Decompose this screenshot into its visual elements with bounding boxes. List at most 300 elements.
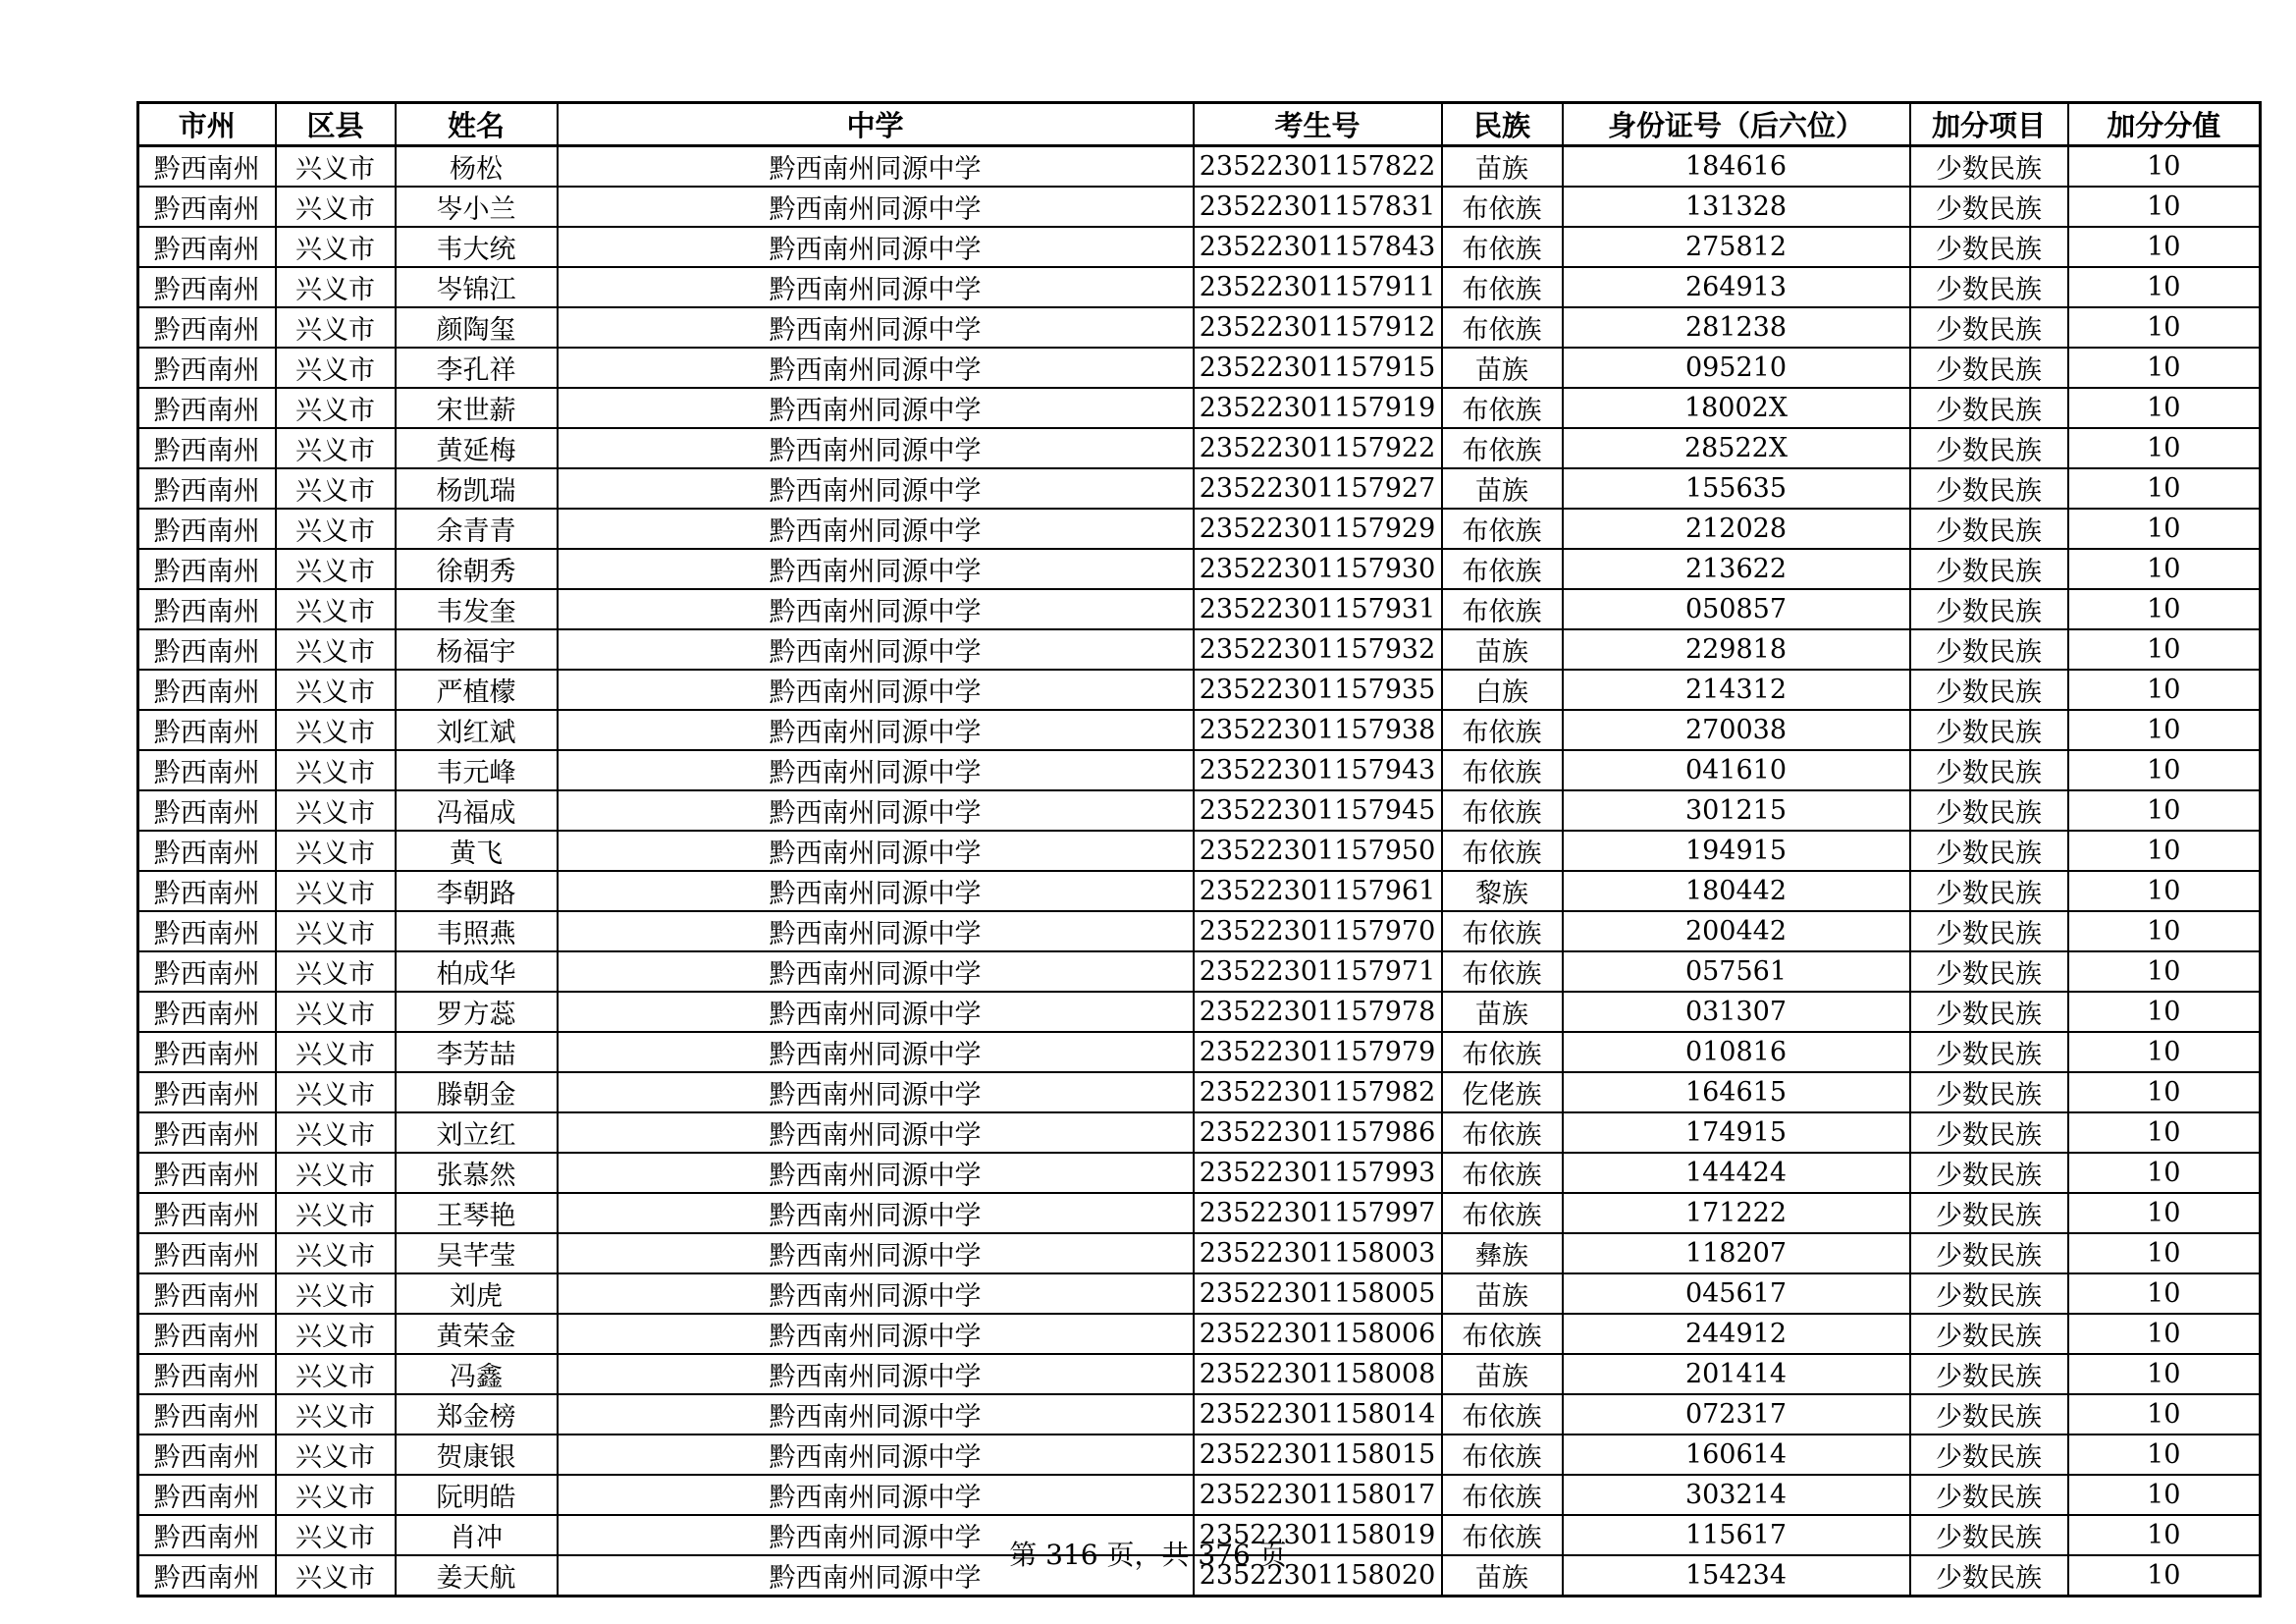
cell-id-last6: 155635 xyxy=(1563,468,1910,509)
header-name: 姓名 xyxy=(396,103,558,146)
cell-id-last6: 131328 xyxy=(1563,187,1910,227)
cell-bonus-points: 10 xyxy=(2068,670,2261,710)
cell-ethnicity: 布依族 xyxy=(1442,951,1563,992)
cell-name: 杨福宇 xyxy=(396,629,558,670)
cell-bonus-points: 10 xyxy=(2068,1032,2261,1072)
cell-name: 阮明皓 xyxy=(396,1475,558,1515)
cell-school: 黔西南州同源中学 xyxy=(558,1555,1194,1597)
table-row xyxy=(138,670,2261,710)
cell-ethnicity: 布依族 xyxy=(1442,589,1563,629)
header-id-last6: 身份证号（后六位） xyxy=(1563,103,1910,146)
cell-bonus-item: 少数民族 xyxy=(1910,589,2068,629)
cell-district: 兴义市 xyxy=(276,267,396,307)
cell-bonus-points: 10 xyxy=(2068,790,2261,831)
header-bonus-item: 加分项目 xyxy=(1910,103,2068,146)
cell-school: 黔西南州同源中学 xyxy=(558,1273,1194,1314)
cell-bonus-item: 少数民族 xyxy=(1910,1314,2068,1354)
cell-exam-id: 23522301158005 xyxy=(1194,1273,1442,1314)
cell-school: 黔西南州同源中学 xyxy=(558,1354,1194,1394)
cell-ethnicity: 白族 xyxy=(1442,670,1563,710)
cell-name: 严植檬 xyxy=(396,670,558,710)
cell-school: 黔西南州同源中学 xyxy=(558,1112,1194,1153)
cell-name: 张慕然 xyxy=(396,1153,558,1193)
cell-id-last6: 118207 xyxy=(1563,1233,1910,1273)
cell-id-last6: 28522X xyxy=(1563,428,1910,468)
cell-city: 黔西南州 xyxy=(138,187,276,227)
cell-name: 颜陶玺 xyxy=(396,307,558,348)
table-row xyxy=(138,790,2261,831)
table-row xyxy=(138,1435,2261,1475)
cell-name: 杨松 xyxy=(396,146,558,188)
cell-city: 黔西南州 xyxy=(138,549,276,589)
cell-bonus-points: 10 xyxy=(2068,549,2261,589)
cell-bonus-item: 少数民族 xyxy=(1910,146,2068,188)
cell-exam-id: 23522301157950 xyxy=(1194,831,1442,871)
cell-bonus-points: 10 xyxy=(2068,1354,2261,1394)
table-row xyxy=(138,710,2261,750)
cell-school: 黔西南州同源中学 xyxy=(558,790,1194,831)
cell-exam-id: 23522301158020 xyxy=(1194,1555,1442,1597)
cell-district: 兴义市 xyxy=(276,629,396,670)
cell-exam-id: 23522301157938 xyxy=(1194,710,1442,750)
cell-bonus-item: 少数民族 xyxy=(1910,468,2068,509)
cell-id-last6: 229818 xyxy=(1563,629,1910,670)
cell-district: 兴义市 xyxy=(276,1153,396,1193)
table-header-row xyxy=(138,103,2261,146)
cell-school: 黔西南州同源中学 xyxy=(558,267,1194,307)
cell-bonus-points: 10 xyxy=(2068,428,2261,468)
cell-name: 韦照燕 xyxy=(396,911,558,951)
cell-exam-id: 23522301158003 xyxy=(1194,1233,1442,1273)
cell-bonus-points: 10 xyxy=(2068,1112,2261,1153)
cell-bonus-points: 10 xyxy=(2068,509,2261,549)
cell-school: 黔西南州同源中学 xyxy=(558,670,1194,710)
cell-city: 黔西南州 xyxy=(138,227,276,267)
cell-name: 黄荣金 xyxy=(396,1314,558,1354)
cell-bonus-item: 少数民族 xyxy=(1910,509,2068,549)
cell-exam-id: 23522301157979 xyxy=(1194,1032,1442,1072)
table-row xyxy=(138,1273,2261,1314)
cell-exam-id: 23522301157945 xyxy=(1194,790,1442,831)
cell-bonus-points: 10 xyxy=(2068,468,2261,509)
cell-name: 刘虎 xyxy=(396,1273,558,1314)
cell-exam-id: 23522301158008 xyxy=(1194,1354,1442,1394)
cell-bonus-points: 10 xyxy=(2068,1314,2261,1354)
cell-school: 黔西南州同源中学 xyxy=(558,146,1194,188)
cell-name: 李朝路 xyxy=(396,871,558,911)
cell-school: 黔西南州同源中学 xyxy=(558,1394,1194,1435)
cell-bonus-item: 少数民族 xyxy=(1910,388,2068,428)
cell-district: 兴义市 xyxy=(276,992,396,1032)
cell-id-last6: 041610 xyxy=(1563,750,1910,790)
cell-id-last6: 213622 xyxy=(1563,549,1910,589)
cell-city: 黔西南州 xyxy=(138,951,276,992)
cell-bonus-item: 少数民族 xyxy=(1910,1555,2068,1597)
cell-name: 刘立红 xyxy=(396,1112,558,1153)
cell-name: 姜天航 xyxy=(396,1555,558,1597)
cell-exam-id: 23522301157919 xyxy=(1194,388,1442,428)
cell-id-last6: 275812 xyxy=(1563,227,1910,267)
header-bonus-points: 加分分值 xyxy=(2068,103,2261,146)
cell-ethnicity: 布依族 xyxy=(1442,1112,1563,1153)
table-row xyxy=(138,629,2261,670)
table-row xyxy=(138,267,2261,307)
cell-bonus-points: 10 xyxy=(2068,307,2261,348)
cell-bonus-item: 少数民族 xyxy=(1910,670,2068,710)
cell-ethnicity: 布依族 xyxy=(1442,267,1563,307)
cell-city: 黔西南州 xyxy=(138,1072,276,1112)
cell-id-last6: 194915 xyxy=(1563,831,1910,871)
cell-ethnicity: 布依族 xyxy=(1442,428,1563,468)
cell-id-last6: 244912 xyxy=(1563,1314,1910,1354)
cell-school: 黔西南州同源中学 xyxy=(558,227,1194,267)
header-district: 区县 xyxy=(276,103,396,146)
cell-school: 黔西南州同源中学 xyxy=(558,1153,1194,1193)
cell-exam-id: 23522301157931 xyxy=(1194,589,1442,629)
cell-exam-id: 23522301157930 xyxy=(1194,549,1442,589)
table-row xyxy=(138,911,2261,951)
cell-name: 黄延梅 xyxy=(396,428,558,468)
cell-district: 兴义市 xyxy=(276,468,396,509)
cell-ethnicity: 布依族 xyxy=(1442,790,1563,831)
cell-bonus-item: 少数民族 xyxy=(1910,1233,2068,1273)
cell-exam-id: 23522301157970 xyxy=(1194,911,1442,951)
cell-ethnicity: 苗族 xyxy=(1442,629,1563,670)
cell-bonus-points: 10 xyxy=(2068,1153,2261,1193)
cell-id-last6: 115617 xyxy=(1563,1515,1910,1555)
cell-bonus-points: 10 xyxy=(2068,146,2261,188)
cell-school: 黔西南州同源中学 xyxy=(558,509,1194,549)
cell-school: 黔西南州同源中学 xyxy=(558,187,1194,227)
table-row xyxy=(138,750,2261,790)
cell-name: 冯福成 xyxy=(396,790,558,831)
cell-bonus-points: 10 xyxy=(2068,871,2261,911)
cell-ethnicity: 苗族 xyxy=(1442,1273,1563,1314)
table-row xyxy=(138,589,2261,629)
cell-id-last6: 201414 xyxy=(1563,1354,1910,1394)
cell-district: 兴义市 xyxy=(276,871,396,911)
cell-ethnicity: 彝族 xyxy=(1442,1233,1563,1273)
cell-city: 黔西南州 xyxy=(138,388,276,428)
cell-name: 肖冲 xyxy=(396,1515,558,1555)
cell-bonus-points: 10 xyxy=(2068,992,2261,1032)
table-row xyxy=(138,1394,2261,1435)
cell-bonus-item: 少数民族 xyxy=(1910,1354,2068,1394)
cell-exam-id: 23522301157843 xyxy=(1194,227,1442,267)
cell-id-last6: 281238 xyxy=(1563,307,1910,348)
cell-district: 兴义市 xyxy=(276,1555,396,1597)
cell-city: 黔西南州 xyxy=(138,1314,276,1354)
cell-name: 王琴艳 xyxy=(396,1193,558,1233)
cell-bonus-item: 少数民族 xyxy=(1910,1475,2068,1515)
cell-district: 兴义市 xyxy=(276,1193,396,1233)
cell-ethnicity: 布依族 xyxy=(1442,1314,1563,1354)
cell-city: 黔西南州 xyxy=(138,670,276,710)
cell-bonus-item: 少数民族 xyxy=(1910,992,2068,1032)
cell-ethnicity: 苗族 xyxy=(1442,1555,1563,1597)
cell-ethnicity: 苗族 xyxy=(1442,468,1563,509)
cell-id-last6: 031307 xyxy=(1563,992,1910,1032)
cell-exam-id: 23522301157831 xyxy=(1194,187,1442,227)
cell-city: 黔西南州 xyxy=(138,589,276,629)
cell-bonus-points: 10 xyxy=(2068,1233,2261,1273)
cell-exam-id: 23522301157971 xyxy=(1194,951,1442,992)
cell-id-last6: 072317 xyxy=(1563,1394,1910,1435)
cell-district: 兴义市 xyxy=(276,307,396,348)
cell-id-last6: 010816 xyxy=(1563,1032,1910,1072)
cell-bonus-points: 10 xyxy=(2068,1193,2261,1233)
cell-exam-id: 23522301158014 xyxy=(1194,1394,1442,1435)
cell-city: 黔西南州 xyxy=(138,307,276,348)
cell-city: 黔西南州 xyxy=(138,348,276,388)
cell-bonus-points: 10 xyxy=(2068,629,2261,670)
cell-exam-id: 23522301158019 xyxy=(1194,1515,1442,1555)
cell-city: 黔西南州 xyxy=(138,1394,276,1435)
cell-name: 岑锦江 xyxy=(396,267,558,307)
table-row xyxy=(138,307,2261,348)
cell-district: 兴义市 xyxy=(276,428,396,468)
table-row xyxy=(138,348,2261,388)
cell-ethnicity: 苗族 xyxy=(1442,348,1563,388)
cell-ethnicity: 布依族 xyxy=(1442,509,1563,549)
cell-bonus-points: 10 xyxy=(2068,710,2261,750)
cell-bonus-points: 10 xyxy=(2068,1475,2261,1515)
cell-district: 兴义市 xyxy=(276,1475,396,1515)
cell-ethnicity: 黎族 xyxy=(1442,871,1563,911)
cell-name: 滕朝金 xyxy=(396,1072,558,1112)
cell-id-last6: 171222 xyxy=(1563,1193,1910,1233)
cell-id-last6: 212028 xyxy=(1563,509,1910,549)
cell-id-last6: 270038 xyxy=(1563,710,1910,750)
cell-bonus-item: 少数民族 xyxy=(1910,307,2068,348)
cell-school: 黔西南州同源中学 xyxy=(558,1072,1194,1112)
table-row xyxy=(138,992,2261,1032)
cell-name: 黄飞 xyxy=(396,831,558,871)
cell-name: 冯鑫 xyxy=(396,1354,558,1394)
cell-district: 兴义市 xyxy=(276,1032,396,1072)
cell-city: 黔西南州 xyxy=(138,629,276,670)
cell-district: 兴义市 xyxy=(276,549,396,589)
cell-bonus-item: 少数民族 xyxy=(1910,911,2068,951)
cell-district: 兴义市 xyxy=(276,146,396,188)
table-row xyxy=(138,1072,2261,1112)
cell-city: 黔西南州 xyxy=(138,1112,276,1153)
cell-bonus-item: 少数民族 xyxy=(1910,227,2068,267)
cell-bonus-points: 10 xyxy=(2068,831,2261,871)
cell-exam-id: 23522301157997 xyxy=(1194,1193,1442,1233)
bonus-points-table xyxy=(136,101,2262,1597)
cell-bonus-item: 少数民族 xyxy=(1910,871,2068,911)
cell-ethnicity: 布依族 xyxy=(1442,710,1563,750)
cell-exam-id: 23522301157982 xyxy=(1194,1072,1442,1112)
cell-bonus-item: 少数民族 xyxy=(1910,1112,2068,1153)
cell-school: 黔西南州同源中学 xyxy=(558,629,1194,670)
cell-ethnicity: 布依族 xyxy=(1442,911,1563,951)
cell-district: 兴义市 xyxy=(276,831,396,871)
cell-name: 韦发奎 xyxy=(396,589,558,629)
cell-bonus-points: 10 xyxy=(2068,589,2261,629)
cell-district: 兴义市 xyxy=(276,1273,396,1314)
cell-school: 黔西南州同源中学 xyxy=(558,1314,1194,1354)
cell-name: 杨凯瑞 xyxy=(396,468,558,509)
cell-exam-id: 23522301158015 xyxy=(1194,1435,1442,1475)
cell-school: 黔西南州同源中学 xyxy=(558,710,1194,750)
cell-id-last6: 18002X xyxy=(1563,388,1910,428)
cell-id-last6: 200442 xyxy=(1563,911,1910,951)
cell-bonus-item: 少数民族 xyxy=(1910,1515,2068,1555)
cell-school: 黔西南州同源中学 xyxy=(558,549,1194,589)
cell-name: 郑金榜 xyxy=(396,1394,558,1435)
cell-district: 兴义市 xyxy=(276,710,396,750)
table-row xyxy=(138,831,2261,871)
cell-city: 黔西南州 xyxy=(138,710,276,750)
header-ethnicity: 民族 xyxy=(1442,103,1563,146)
cell-district: 兴义市 xyxy=(276,1314,396,1354)
cell-ethnicity: 布依族 xyxy=(1442,831,1563,871)
cell-district: 兴义市 xyxy=(276,1354,396,1394)
cell-name: 岑小兰 xyxy=(396,187,558,227)
table-row xyxy=(138,468,2261,509)
cell-city: 黔西南州 xyxy=(138,992,276,1032)
cell-bonus-points: 10 xyxy=(2068,1435,2261,1475)
cell-bonus-item: 少数民族 xyxy=(1910,549,2068,589)
cell-name: 韦元峰 xyxy=(396,750,558,790)
cell-id-last6: 160614 xyxy=(1563,1435,1910,1475)
cell-ethnicity: 布依族 xyxy=(1442,307,1563,348)
cell-name: 宋世薪 xyxy=(396,388,558,428)
cell-bonus-points: 10 xyxy=(2068,1555,2261,1597)
cell-bonus-item: 少数民族 xyxy=(1910,187,2068,227)
cell-ethnicity: 布依族 xyxy=(1442,1515,1563,1555)
cell-bonus-item: 少数民族 xyxy=(1910,750,2068,790)
cell-city: 黔西南州 xyxy=(138,1555,276,1597)
cell-bonus-item: 少数民族 xyxy=(1910,629,2068,670)
table-row xyxy=(138,951,2261,992)
cell-bonus-item: 少数民族 xyxy=(1910,1032,2068,1072)
cell-city: 黔西南州 xyxy=(138,831,276,871)
cell-bonus-points: 10 xyxy=(2068,951,2261,992)
cell-city: 黔西南州 xyxy=(138,428,276,468)
cell-id-last6: 154234 xyxy=(1563,1555,1910,1597)
cell-school: 黔西南州同源中学 xyxy=(558,1032,1194,1072)
cell-exam-id: 23522301158006 xyxy=(1194,1314,1442,1354)
cell-school: 黔西南州同源中学 xyxy=(558,428,1194,468)
table-row xyxy=(138,1112,2261,1153)
cell-district: 兴义市 xyxy=(276,1233,396,1273)
cell-ethnicity: 布依族 xyxy=(1442,388,1563,428)
cell-ethnicity: 苗族 xyxy=(1442,992,1563,1032)
cell-district: 兴义市 xyxy=(276,589,396,629)
cell-name: 徐朝秀 xyxy=(396,549,558,589)
table-row xyxy=(138,187,2261,227)
cell-school: 黔西南州同源中学 xyxy=(558,871,1194,911)
cell-id-last6: 045617 xyxy=(1563,1273,1910,1314)
cell-exam-id: 23522301157935 xyxy=(1194,670,1442,710)
cell-ethnicity: 布依族 xyxy=(1442,1032,1563,1072)
cell-district: 兴义市 xyxy=(276,1072,396,1112)
cell-ethnicity: 布依族 xyxy=(1442,750,1563,790)
cell-bonus-item: 少数民族 xyxy=(1910,710,2068,750)
cell-city: 黔西南州 xyxy=(138,1193,276,1233)
cell-ethnicity: 苗族 xyxy=(1442,1354,1563,1394)
table-row xyxy=(138,428,2261,468)
cell-district: 兴义市 xyxy=(276,1394,396,1435)
table-row xyxy=(138,1354,2261,1394)
cell-school: 黔西南州同源中学 xyxy=(558,1475,1194,1515)
cell-ethnicity: 布依族 xyxy=(1442,1475,1563,1515)
cell-exam-id: 23522301157922 xyxy=(1194,428,1442,468)
cell-city: 黔西南州 xyxy=(138,1273,276,1314)
cell-bonus-item: 少数民族 xyxy=(1910,348,2068,388)
cell-bonus-points: 10 xyxy=(2068,267,2261,307)
cell-school: 黔西南州同源中学 xyxy=(558,589,1194,629)
cell-ethnicity: 布依族 xyxy=(1442,1394,1563,1435)
cell-exam-id: 23522301158017 xyxy=(1194,1475,1442,1515)
cell-ethnicity: 布依族 xyxy=(1442,549,1563,589)
table-row xyxy=(138,227,2261,267)
cell-district: 兴义市 xyxy=(276,1515,396,1555)
cell-city: 黔西南州 xyxy=(138,1435,276,1475)
cell-bonus-item: 少数民族 xyxy=(1910,790,2068,831)
cell-ethnicity: 布依族 xyxy=(1442,227,1563,267)
cell-district: 兴义市 xyxy=(276,348,396,388)
cell-city: 黔西南州 xyxy=(138,1475,276,1515)
cell-district: 兴义市 xyxy=(276,388,396,428)
cell-name: 贺康银 xyxy=(396,1435,558,1475)
cell-district: 兴义市 xyxy=(276,227,396,267)
cell-district: 兴义市 xyxy=(276,911,396,951)
cell-name: 李芳喆 xyxy=(396,1032,558,1072)
table-row xyxy=(138,1153,2261,1193)
cell-district: 兴义市 xyxy=(276,670,396,710)
cell-bonus-points: 10 xyxy=(2068,1394,2261,1435)
cell-name: 李孔祥 xyxy=(396,348,558,388)
cell-id-last6: 057561 xyxy=(1563,951,1910,992)
table-row xyxy=(138,1032,2261,1072)
cell-school: 黔西南州同源中学 xyxy=(558,992,1194,1032)
cell-city: 黔西南州 xyxy=(138,911,276,951)
cell-school: 黔西南州同源中学 xyxy=(558,348,1194,388)
cell-bonus-item: 少数民族 xyxy=(1910,1072,2068,1112)
table-row xyxy=(138,509,2261,549)
cell-exam-id: 23522301157943 xyxy=(1194,750,1442,790)
cell-ethnicity: 布依族 xyxy=(1442,1193,1563,1233)
cell-bonus-item: 少数民族 xyxy=(1910,1273,2068,1314)
cell-bonus-item: 少数民族 xyxy=(1910,267,2068,307)
cell-city: 黔西南州 xyxy=(138,146,276,188)
cell-bonus-item: 少数民族 xyxy=(1910,1193,2068,1233)
cell-exam-id: 23522301157978 xyxy=(1194,992,1442,1032)
cell-bonus-item: 少数民族 xyxy=(1910,428,2068,468)
cell-name: 韦大统 xyxy=(396,227,558,267)
cell-ethnicity: 仡佬族 xyxy=(1442,1072,1563,1112)
cell-ethnicity: 布依族 xyxy=(1442,187,1563,227)
cell-city: 黔西南州 xyxy=(138,509,276,549)
cell-city: 黔西南州 xyxy=(138,267,276,307)
cell-bonus-points: 10 xyxy=(2068,388,2261,428)
cell-school: 黔西南州同源中学 xyxy=(558,468,1194,509)
table-row xyxy=(138,871,2261,911)
cell-bonus-item: 少数民族 xyxy=(1910,1394,2068,1435)
cell-bonus-item: 少数民族 xyxy=(1910,831,2068,871)
cell-district: 兴义市 xyxy=(276,790,396,831)
cell-exam-id: 23522301157915 xyxy=(1194,348,1442,388)
table-row xyxy=(138,549,2261,589)
cell-id-last6: 184616 xyxy=(1563,146,1910,188)
cell-school: 黔西南州同源中学 xyxy=(558,911,1194,951)
cell-name: 罗方蕊 xyxy=(396,992,558,1032)
cell-exam-id: 23522301157929 xyxy=(1194,509,1442,549)
